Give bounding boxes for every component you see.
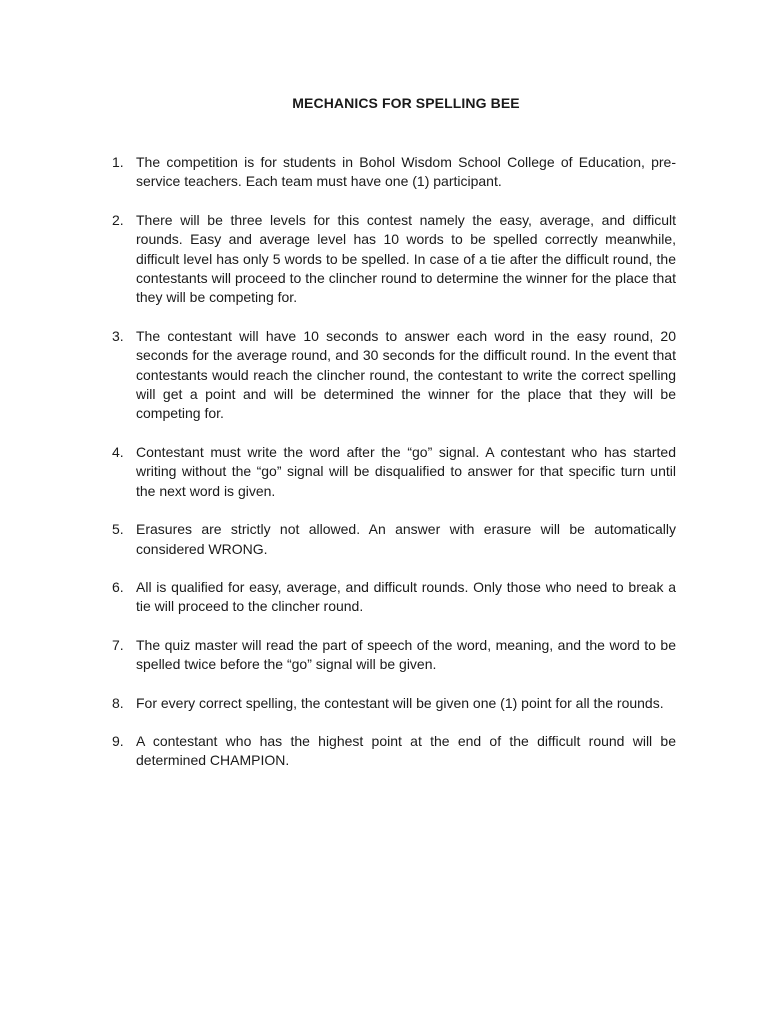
list-item-text: All is qualified for easy, average, and difficult rounds. Only those who need to break a tie will proceed to the clincher round. [136, 578, 676, 615]
list-item [112, 211, 676, 308]
list-item [112, 694, 676, 713]
mechanics-list [112, 153, 676, 771]
list-item-text: The competition is for students in Bohol Wisdom School College of Education, pre-service teachers. Each team must have one (1) participant. [136, 154, 676, 190]
list-item-number: 7. [112, 636, 124, 653]
list-item [112, 732, 676, 771]
list-item [112, 636, 676, 675]
list-item-number: 5. [112, 521, 124, 538]
list-item [112, 153, 676, 192]
list-item [112, 443, 676, 501]
list-item-text: Contestant must write the word after the “go” signal. A contestant who has started writing without the “go” signal will be disqualified to answer for that specific turn until the next word is given. [136, 443, 676, 499]
list-item-text: The contestant will have 10 seconds to answer each word in the easy round, 20 seconds for the average round, and 30 seconds for the difficult round. In the event that contestants would reach the clincher round, the contestant to write the correct spelling will get a point and will be determined the winner for the place that they will be competing for. [136, 327, 676, 422]
list-item [112, 578, 676, 617]
list-item-number: 6. [112, 578, 124, 595]
list-item-number: 4. [112, 443, 124, 460]
list-item [112, 520, 676, 559]
list-item-number: 2. [112, 211, 124, 228]
list-item-number: 8. [112, 694, 124, 711]
list-item-number: 3. [112, 327, 124, 344]
list-item-text: There will be three levels for this contest namely the easy, average, and difficult rounds. Easy and average level has 10 words to be spelled correctly meanwhile, difficult level has only 5 words to be spelled. In case of a tie after the difficult round, the contestants will proceed to the clincher round to determine the winner for the place that they will be competing for. [136, 211, 676, 306]
list-item-text: A contestant who has the highest point at the end of the difficult round will be determined CHAMPION. [136, 732, 676, 769]
list-item-text: Erasures are strictly not allowed. An answer with erasure will be automatically considered WRONG. [136, 521, 676, 557]
list-item-number: 9. [112, 732, 124, 749]
list-item-text: For every correct spelling, the contestant will be given one (1) point for all the rounds. [136, 694, 664, 711]
list-item [112, 327, 676, 424]
list-item-text: The quiz master will read the part of speech of the word, meaning, and the word to be spelled twice before the “go” signal will be given. [136, 636, 676, 673]
document-title: MECHANICS FOR SPELLING BEE [292, 95, 520, 111]
list-item-number: 1. [112, 154, 124, 170]
